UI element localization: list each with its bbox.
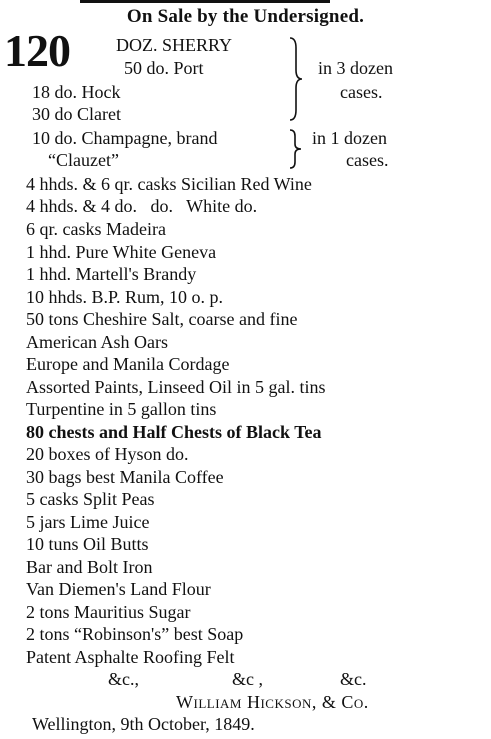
- note-three-dozen: in 3 dozen: [318, 58, 393, 78]
- top-rule: [80, 0, 330, 3]
- list-item: 50 tons Cheshire Salt, coarse and fine: [26, 309, 298, 329]
- wine-champagne-brand: “Clauzet”: [48, 150, 119, 170]
- list-item: Patent Asphalte Roofing Felt: [26, 647, 235, 667]
- list-item: 4 hhds. & 6 qr. casks Sicilian Red Wine: [26, 174, 312, 194]
- list-item: 5 jars Lime Juice: [26, 512, 150, 532]
- wine-sherry: DOZ. SHERRY: [116, 35, 233, 55]
- list-item: 6 qr. casks Madeira: [26, 219, 166, 239]
- note-one-dozen-cases: cases.: [346, 150, 389, 170]
- list-item: Van Diemen's Land Flour: [26, 579, 211, 599]
- list-item: Turpentine in 5 gallon tins: [26, 399, 217, 419]
- wine-hock: 18 do. Hock: [32, 82, 121, 102]
- list-item: 2 tons “Robinson's” best Soap: [26, 624, 244, 644]
- list-item: 30 bags best Manila Coffee: [26, 467, 224, 487]
- note-one-dozen: in 1 dozen: [312, 128, 387, 148]
- brace-three-dozen: [286, 36, 306, 122]
- list-item: 1 hhd. Martell's Brandy: [26, 264, 197, 284]
- etc-1: &c.,: [108, 669, 139, 689]
- wine-champagne: 10 do. Champagne, brand: [32, 128, 218, 148]
- dateline: Wellington, 9th October, 1849.: [32, 714, 255, 734]
- wine-claret: 30 do Claret: [32, 104, 121, 124]
- brace-one-dozen: [286, 128, 306, 170]
- etc-2: &c ,: [232, 669, 263, 689]
- signature: William Hickson, & Co.: [176, 692, 369, 712]
- etc-3: &c.: [340, 669, 367, 689]
- lot-number: 120: [4, 25, 70, 76]
- list-item: Bar and Bolt Iron: [26, 557, 153, 577]
- list-item: 20 boxes of Hyson do.: [26, 444, 189, 464]
- note-three-dozen-cases: cases.: [340, 82, 383, 102]
- list-item: Assorted Paints, Linseed Oil in 5 gal. tins: [26, 377, 326, 397]
- list-item: Europe and Manila Cordage: [26, 354, 230, 374]
- list-item: 10 hhds. B.P. Rum, 10 o. p.: [26, 287, 224, 307]
- list-item: 2 tons Mauritius Sugar: [26, 602, 191, 622]
- list-item: 5 casks Split Peas: [26, 489, 155, 509]
- list-item: 80 chests and Half Chests of Black Tea: [26, 422, 322, 442]
- list-item: 10 tuns Oil Butts: [26, 534, 149, 554]
- list-item: American Ash Oars: [26, 332, 168, 352]
- wine-port: 50 do. Port: [124, 58, 204, 78]
- list-item: 4 hhds. & 4 do. do. White do.: [26, 196, 258, 216]
- heading: On Sale by the Undersigned.: [126, 6, 365, 27]
- list-item: 1 hhd. Pure White Geneva: [26, 242, 217, 262]
